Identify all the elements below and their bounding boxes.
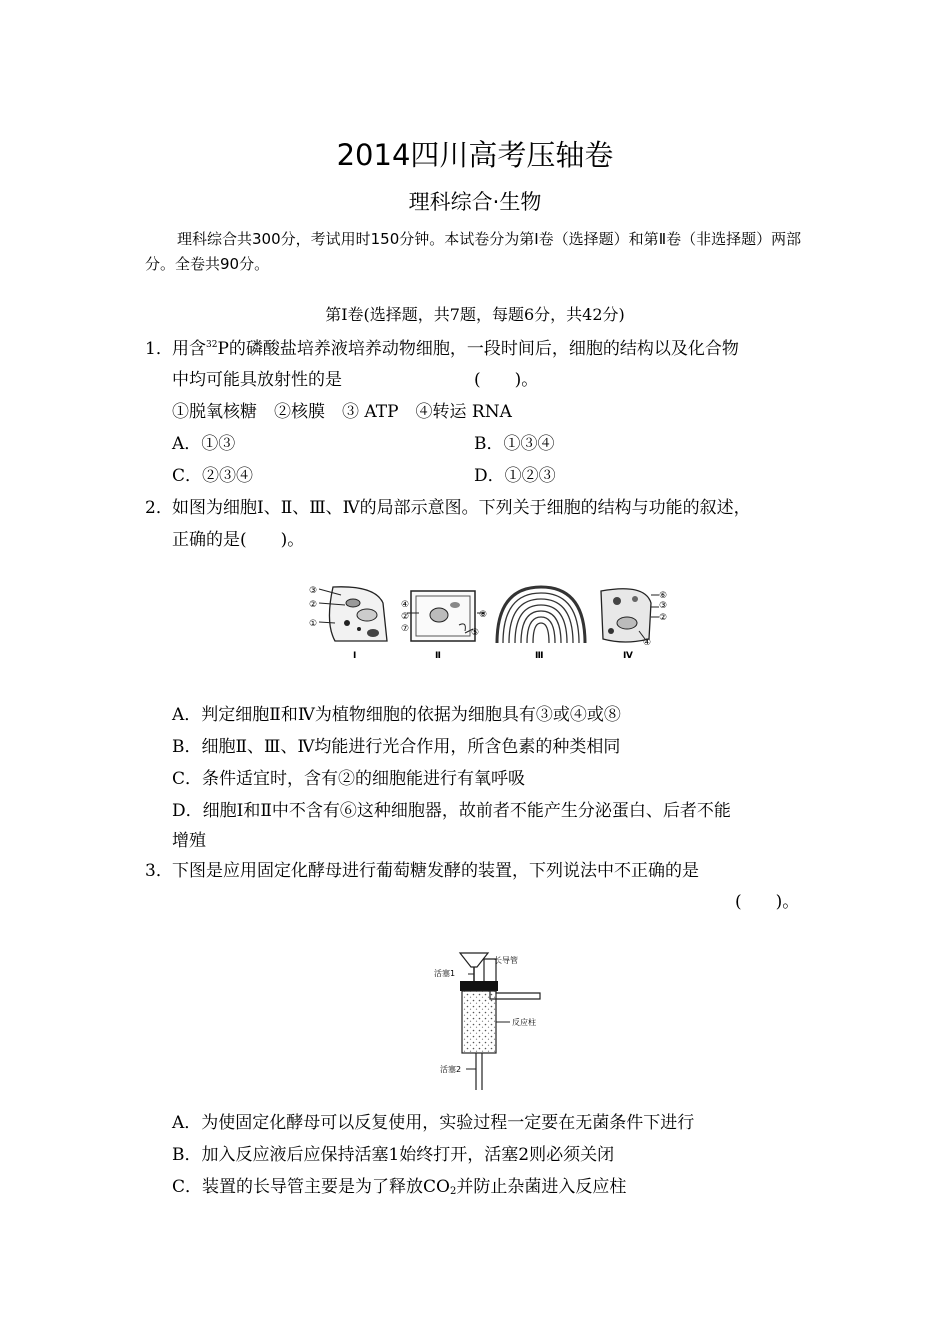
- question-1-number: 1．: [145, 339, 173, 359]
- valve-1-label: 活塞1: [434, 969, 456, 978]
- exam-intro: 理科综合共300分，考试用时150分钟。本试卷分为第Ⅰ卷（选择题）和第Ⅱ卷（非选择题）两部分。全卷共90分。: [145, 230, 802, 273]
- page-subtitle: 理科综合·生物: [408, 190, 542, 214]
- question-2-option-d-line2: 增殖: [172, 831, 206, 851]
- fermentation-apparatus-figure: [430, 945, 560, 1095]
- question-1-option-d: D．①②③: [474, 466, 556, 486]
- svg-text:③: ③: [659, 601, 668, 611]
- question-2-option-d: D．细胞Ⅰ和Ⅱ中不含有⑥这种细胞器，故前者不能产生分泌蛋白、后者不能: [172, 801, 731, 821]
- question-3-stem: 下图是应用固定化酵母进行葡萄糖发酵的装置，下列说法中不正确的是: [172, 861, 699, 881]
- svg-text:②: ②: [659, 613, 668, 623]
- section-heading: 第Ⅰ卷(选择题，共7题，每题6分，共42分): [325, 305, 625, 324]
- question-1-option-a: A．①③: [172, 434, 236, 454]
- question-3-answer-bracket: ( )。: [735, 892, 800, 912]
- pipe-label: 长导管: [494, 956, 518, 965]
- cell-1-illustration: [309, 586, 387, 641]
- question-1-answer-bracket: ( )。: [474, 370, 539, 390]
- svg-text:②: ②: [401, 612, 410, 622]
- question-3-number: 3．: [145, 861, 173, 881]
- question-1-items: ①脱氧核糖 ②核膜 ③ ATP ④转运 RNA: [172, 402, 512, 422]
- svg-text:⑧: ⑧: [479, 610, 488, 620]
- column-label: 反应柱: [512, 1018, 536, 1027]
- question-2-number: 2．: [145, 498, 173, 518]
- valve-2-label: 活塞2: [440, 1065, 462, 1074]
- question-2-option-b: B．细胞Ⅱ、Ⅲ、Ⅳ均能进行光合作用，所含色素的种类相同: [172, 737, 621, 757]
- cell-2-illustration: [401, 591, 487, 641]
- figure-label-cell-1: Ⅰ: [353, 651, 357, 661]
- svg-text:②: ②: [309, 600, 318, 610]
- cell-3-illustration: [497, 587, 585, 643]
- figure-label-cell-4: Ⅳ: [623, 651, 633, 661]
- svg-text:⑦: ⑦: [401, 624, 410, 634]
- question-3-option-a: A．为使固定化酵母可以反复使用，实验过程一定要在无菌条件下进行: [172, 1113, 695, 1133]
- svg-text:④: ④: [643, 638, 652, 648]
- question-1-stem: 用含$^{32}$P的磷酸盐培养液培养动物细胞，一段时间后，细胞的结构以及化合物: [172, 339, 739, 359]
- question-1-option-c: C．②③④: [172, 466, 254, 486]
- question-1-option-b: B．①③④: [474, 434, 555, 454]
- cell-diagram-figure: [305, 583, 675, 661]
- question-2-stem: 如图为细胞Ⅰ、Ⅱ、Ⅲ、Ⅳ的局部示意图。下列关于细胞的结构与功能的叙述，: [172, 498, 751, 518]
- question-3-option-b: B．加入反应液后应保持活塞1始终打开，活塞2则必须关闭: [172, 1145, 615, 1165]
- svg-text:⑤: ⑤: [471, 628, 480, 638]
- question-2-option-a: A．判定细胞Ⅱ和Ⅳ为植物细胞的依据为细胞具有③或④或⑧: [172, 705, 621, 725]
- svg-text:③: ③: [309, 586, 318, 596]
- question-2-stem-line2: 正确的是( )。: [172, 530, 305, 550]
- svg-text:④: ④: [401, 600, 410, 610]
- question-3-option-c: C．装置的长导管主要是为了释放$CO_2$并防止杂菌进入反应柱: [172, 1177, 627, 1197]
- figure-label-cell-3: Ⅲ: [535, 651, 544, 661]
- svg-text:①: ①: [309, 619, 318, 629]
- page-title: 2014四川高考压轴卷: [336, 138, 614, 172]
- svg-text:⑥: ⑥: [659, 591, 668, 601]
- question-2-option-c: C．条件适宜时，含有②的细胞能进行有氧呼吸: [172, 769, 526, 789]
- question-1-stem-line2: 中均可能具放射性的是: [172, 370, 342, 390]
- figure-label-cell-2: Ⅱ: [435, 651, 441, 661]
- cell-4-illustration: [601, 589, 667, 648]
